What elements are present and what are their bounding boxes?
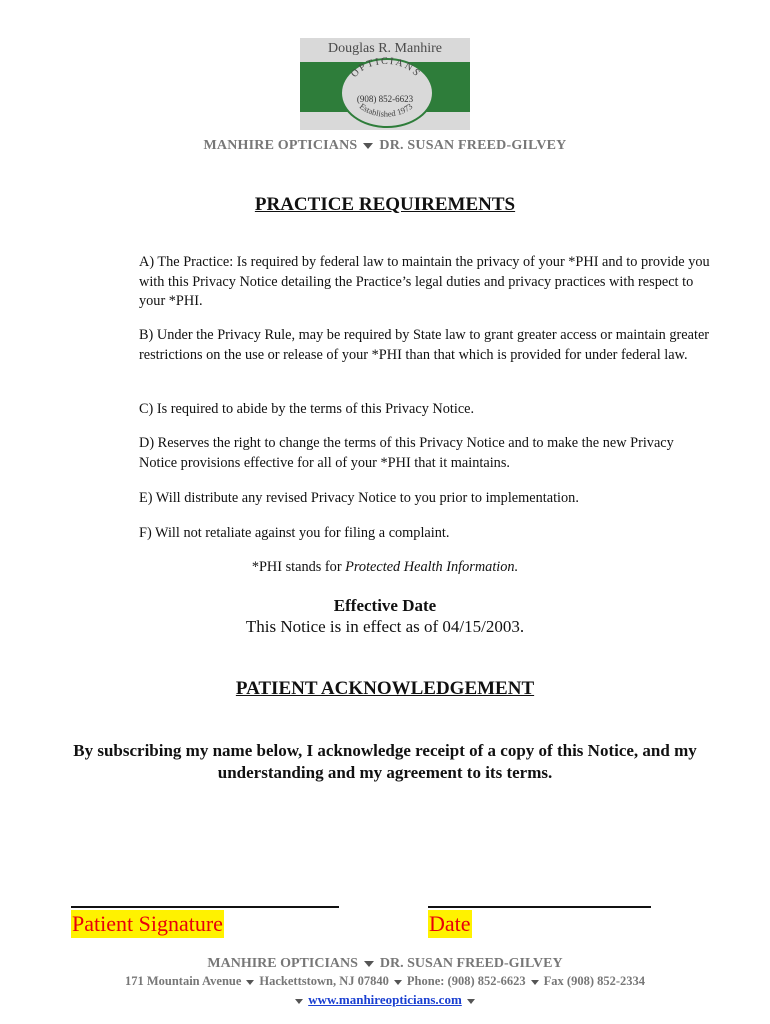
footer-contact [0, 974, 770, 989]
practice-requirements-title: PRACTICE REQUIREMENTS [254, 194, 516, 215]
logo-arc-bottom: Established 1973 [357, 101, 415, 119]
logo-text-art [300, 38, 470, 130]
requirement-b: B) Under the Privacy Rule, may be required by State law to grant greater access or maintain greater restrictions on the use or release of your *PHI than that which is provided for under federal law. [139, 327, 710, 363]
footer-address: 171 Mountain Avenue [124, 974, 242, 988]
triangle-down-icon [246, 980, 254, 985]
logo-phone: (908) 852-6623 [356, 94, 414, 104]
header-left: MANHIRE OPTICIANS [203, 138, 358, 153]
requirement-f: F) Will not retaliate against you for filing a complaint. [139, 525, 450, 541]
patient-signature-line[interactable] [71, 906, 339, 908]
header-line [0, 138, 770, 154]
triangle-down-icon [394, 980, 402, 985]
logo-name: Douglas R. Manhire [328, 41, 442, 56]
effective-date-text: This Notice is in effect as of 04/15/2003. [245, 617, 525, 636]
requirement-a: A) The Practice: Is required by federal law to maintain the privacy of your *PHI and to provide you with this Privacy Notice detailing the Practice’s legal duties and privacy practices with respect to your *PHI. [139, 254, 710, 310]
phi-meaning: Protected Health Information. [345, 559, 519, 575]
triangle-down-icon [531, 980, 539, 985]
requirement-d: D) Reserves the right to change the terms of this Privacy Notice and to make the new Privacy Notice provisions effective for all of your *PHI that it maintains. [139, 435, 674, 471]
svg-text:OPTICIANS [349, 56, 423, 80]
footer-fax: Fax (908) 852-2334 [543, 974, 646, 988]
requirement-e: E) Will distribute any revised Privacy Notice to you prior to implementation. [139, 490, 579, 506]
requirement-c: C) Is required to abide by the terms of this Privacy Notice. [139, 401, 475, 417]
triangle-down-icon [467, 999, 475, 1004]
footer-city: Hackettstown, NJ 07840 [259, 974, 389, 988]
date-line[interactable] [428, 906, 651, 908]
patient-signature-label: Patient Signature [72, 911, 223, 936]
phi-note [0, 559, 770, 576]
website-link[interactable]: www.manhireopticians.com [308, 992, 462, 1007]
triangle-down-icon [363, 143, 373, 149]
patient-acknowledgement-title: PATIENT ACKNOWLEDGEMENT [235, 678, 535, 699]
footer-phone: Phone: (908) 852-6623 [406, 974, 526, 988]
footer-left: MANHIRE OPTICIANS [207, 956, 358, 971]
header-right: DR. SUSAN FREED-GILVEY [379, 138, 567, 153]
triangle-down-icon [295, 999, 303, 1004]
triangle-down-icon [364, 961, 374, 967]
footer-website-line [0, 992, 770, 1008]
effective-date-heading: Effective Date [333, 596, 437, 615]
date-label: Date [429, 911, 471, 936]
acknowledgement-text: By subscribing my name below, I acknowledge receipt of a copy of this Notice, and my understanding and my agreement to its terms. [73, 741, 697, 782]
phi-prefix: *PHI stands for [251, 559, 346, 575]
logo-arc-top: OPTICIANS [349, 55, 424, 80]
company-logo [300, 38, 470, 130]
footer-right: DR. SUSAN FREED-GILVEY [379, 956, 563, 971]
footer-names [0, 956, 770, 972]
